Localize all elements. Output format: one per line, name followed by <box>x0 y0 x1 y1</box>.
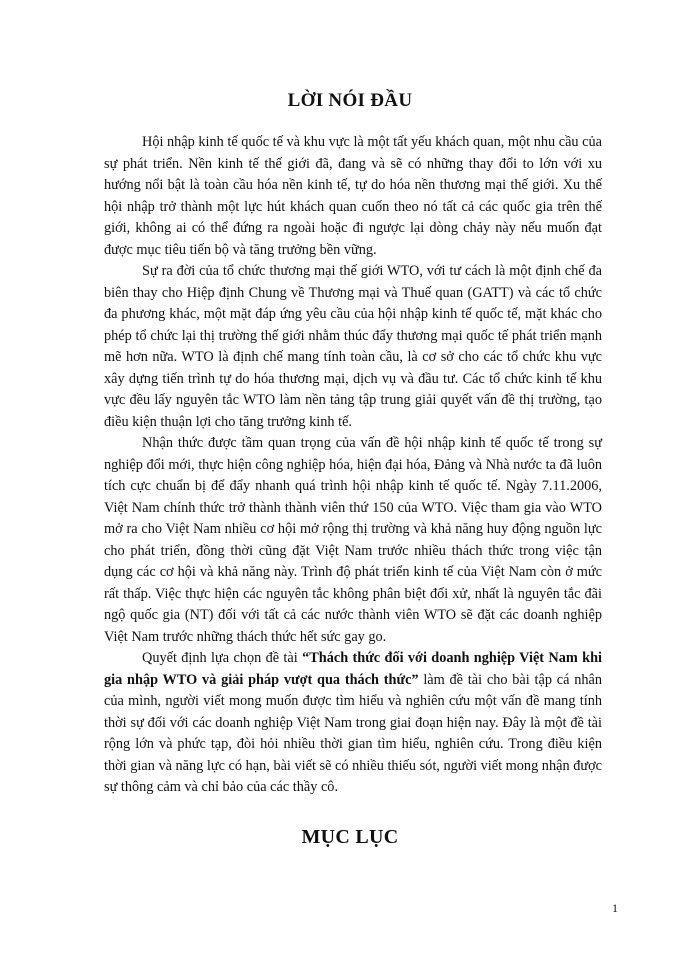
page-heading: LỜI NÓI ĐẦU <box>287 90 413 111</box>
paragraph-2: Sự ra đời của tổ chức thương mại thế giới WTO, với tư cách là một định chế đa biên thay cho Hiệp định Chung về Thương mại và Thuế quan (GATT) và các tổ chức đa phương khác, một mặt đáp ứng yêu cầu của hội nhập kinh tế quốc tế, mặt khác cho phép tổ chức lại thị trường thế giới nhằm thúc đẩy thương mại quốc tế phát triển mạnh mẽ hơn nữa. WTO là định chế mang tính toàn cầu, là cơ sở cho các tổ chức khu vực xây dựng tiến trình tự do hóa thương mại, dịch vụ và đầu tư. Các tổ chức kinh tế khu vực đều lấy nguyên tắc WTO làm nền tảng tập trung giải quyết vấn đề thị trường, tạo điều kiện thuận lợi cho tăng trưởng kinh tế. <box>104 263 602 430</box>
body-text <box>104 132 602 799</box>
topic-title: “Thách thức đối với doanh nghiệp Việt Nam khi gia nhập WTO và giải pháp vượt qua thách thức” <box>104 650 603 688</box>
toc-heading: MỤC LỤC <box>301 826 399 848</box>
paragraph-1: Hội nhập kinh tế quốc tế và khu vực là một tất yếu khách quan, một nhu cầu của sự phát triển. Nền kinh tế thế giới đã, đang và sẽ có những thay đổi to lớn với xu hướng nổi bật là toàn cầu hóa nền kinh tế, tự do hóa nền thương mại thế giới. Xu thế hội nhập trở thành một lực hút khách quan cuốn theo nó tất cả các quốc gia trên thế giới, không ai có thể đứng ra ngoài hoặc đi ngược lại dòng chảy này nếu muốn đạt được mục tiêu tiến bộ và tăng trưởng bền vững. <box>104 134 602 258</box>
paragraph-4 <box>104 648 602 799</box>
page-number: 1 <box>612 901 618 915</box>
paragraph-4-rest: làm đề tài cho bài tập cá nhân của mình, người viết mong muốn được tìm hiểu và nghiên cứu một vấn đề mang tính thời sự đối với các doanh nghiệp Việt Nam trong giai đoạn hiện nay. Đây là một đề tài rộng lớn và phức tạp, đòi hỏi nhiều thời gian tìm hiểu, nghiên cứu. Trong điều kiện thời gian và năng lực có hạn, bài viết sẽ có nhiều thiếu sót, người viết mong nhận được sự thông cảm và chỉ bảo của các thầy cô. <box>104 671 602 795</box>
paragraph-4-intro: Quyết định lựa chọn đề tài <box>142 650 303 666</box>
paragraph-3: Nhận thức được tầm quan trọng của vấn đề hội nhập kinh tế quốc tế trong sự nghiệp đổi mới, thực hiện công nghiệp hóa, hiện đại hóa, Đảng và Nhà nước ta đã luôn tích cực chuẩn bị để đẩy nhanh quá trình hội nhập kinh tế quốc tế. Ngày 7.11.2006, Việt Nam chính thức trở thành thành viên thứ 150 của WTO. Việc tham gia vào WTO mở ra cho Việt Nam nhiều cơ hội mở rộng thị trường và khả năng huy động nguồn lực cho phát triển, đồng thời cũng đặt Việt Nam trước nhiều thách thức trong việc tận dụng các cơ hội và khả năng này. Trình độ phát triển kinh tế của Việt Nam còn ở mức rất thấp. Việc thực hiện các nguyên tắc không phân biệt đối xử, nhất là nguyên tắc đãi ngộ quốc gia (NT) đối với tất cả các nước thành viên WTO sẽ đặt các doanh nghiệp Việt Nam trước những thách thức hết sức gay go. <box>104 435 602 645</box>
